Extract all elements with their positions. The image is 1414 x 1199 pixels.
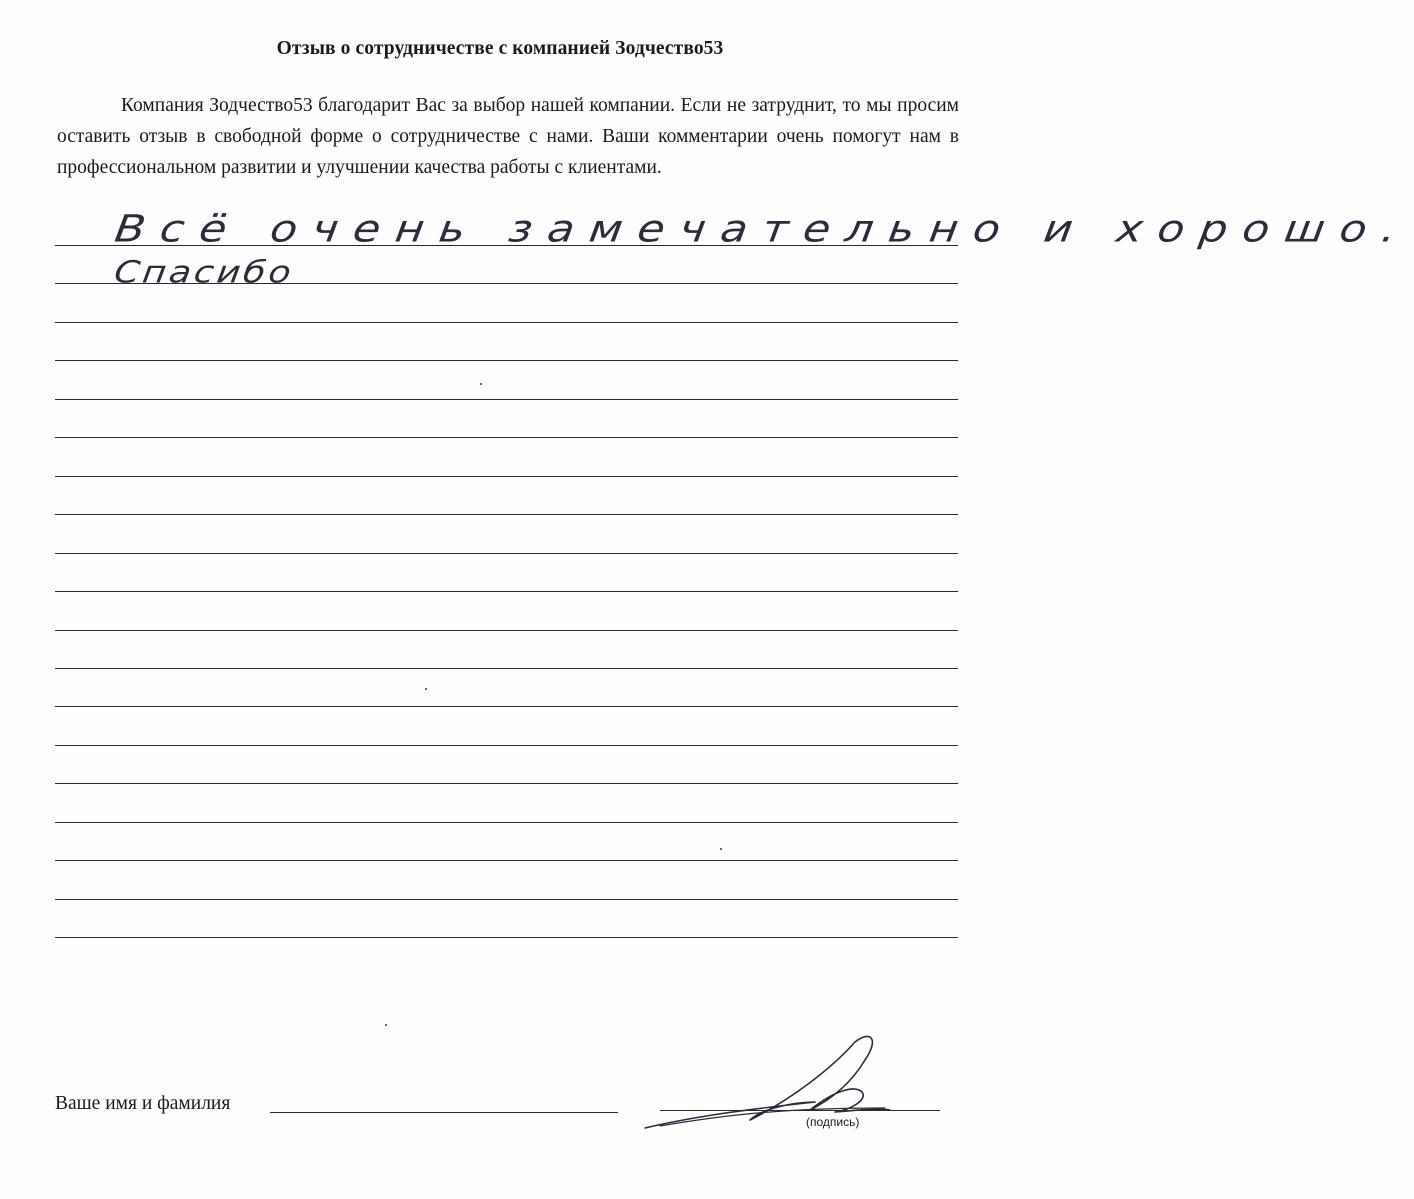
- intro-paragraph: Компания Зодчество53 благодарит Вас за выбор нашей компании. Если не затруднит, то мы просим оставить отзыв в свободной форме о сотрудничестве с нами. Ваши комментарии очень помогут нам в профессиональном развитии и улучшении качества работы с клиентами.: [57, 95, 959, 178]
- writing-line: [55, 706, 958, 707]
- paper-speck: [425, 688, 427, 690]
- writing-line: [55, 399, 958, 400]
- writing-line: [55, 899, 958, 900]
- writing-line: [55, 783, 958, 784]
- signature-line[interactable]: [660, 1110, 940, 1111]
- paper-speck: [720, 848, 722, 850]
- writing-line: [55, 630, 958, 631]
- page-title: Отзыв о сотрудничестве с компанией Зодчество53: [276, 38, 724, 59]
- handwritten-comment-line-1: Всё очень замечательно и хорошо.: [112, 207, 1414, 251]
- writing-line: [55, 860, 958, 861]
- signature-mark: [640, 1030, 900, 1140]
- handwritten-comment-line-2: Спасибо: [112, 255, 297, 290]
- writing-line: [55, 668, 958, 669]
- paper-speck: [480, 383, 482, 385]
- writing-line: [55, 437, 958, 438]
- writing-line: [55, 360, 958, 361]
- writing-line: [55, 322, 958, 323]
- writing-line: [55, 937, 958, 938]
- writing-line: [55, 745, 958, 746]
- paper-speck: [385, 1024, 387, 1026]
- signature-caption: (подпись): [806, 1115, 860, 1129]
- name-field-line[interactable]: [270, 1112, 618, 1113]
- name-field-label: Ваше имя и фамилия: [55, 1093, 231, 1114]
- writing-line: [55, 822, 958, 823]
- writing-line: [55, 476, 958, 477]
- writing-line: [55, 553, 958, 554]
- writing-line: [55, 591, 958, 592]
- writing-line: [55, 514, 958, 515]
